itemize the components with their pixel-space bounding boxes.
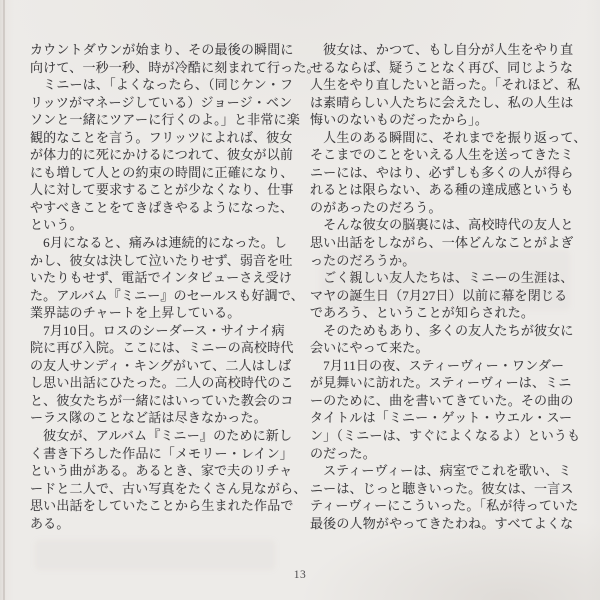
text-line: マヤの誕生日（7月27日）以前に幕を閉じる xyxy=(310,287,568,303)
text-line: 7月10日。ロスのシーダース・サイナイ病 xyxy=(30,322,285,338)
text-line: 院に再び入院。ここには、ミニーの高校時代 xyxy=(30,340,294,356)
text-line: スティーヴィーは、病室でこれを歌い、ミ xyxy=(310,463,572,479)
text-line: た。アルバム『ミニー』のセールスも好調で、 xyxy=(30,287,304,303)
text-line: にも増して人との約束の時間に正確になり、 xyxy=(30,164,294,180)
text-line: ーラス隊のことなど話は尽きなかった。 xyxy=(30,410,267,426)
text-line: ミニーは、「よくなったら、（同じケン・フ xyxy=(30,77,294,93)
text-line: ーのために、曲を書いてきていた。その曲の xyxy=(310,392,574,408)
text-line: という。 xyxy=(30,217,83,233)
text-line: と、彼女たちが一緒にはいっていた教会のコ xyxy=(30,392,294,408)
text-line: の友人サンディ・キングがいて、二人はしば xyxy=(30,357,292,373)
text-line: れるとは限らない、ある種の達成感というも xyxy=(310,182,574,198)
text-line: のがあったのだろう。 xyxy=(310,199,442,215)
text-line: 業界誌のチャートを上昇している。 xyxy=(30,305,241,321)
text-line: 彼女は、かつて、もし自分が人生をやり直 xyxy=(310,42,574,57)
text-line: 人に対して要求することが少なくなり、仕事 xyxy=(30,182,294,198)
text-line: く書き下ろした作品に「メモリー・レイン」 xyxy=(30,445,293,461)
text-line: そのためもあり、多くの友人たちが彼女に xyxy=(310,322,574,338)
text-line: 7月11日の夜、スティーヴィー・ワンダー xyxy=(310,357,565,373)
text-line: ードと二人で、古い写真をたくさん見ながら、 xyxy=(30,480,307,496)
text-line: カウントダウンが始まり、その最後の瞬間に xyxy=(30,42,294,57)
text-line: ソンと一緒にツアーに行くのよ。」と非常に楽 xyxy=(30,112,300,128)
print-showthrough xyxy=(35,540,275,570)
text-line: が体力的に死にかけるにつれて、彼女が以前 xyxy=(30,147,294,163)
text-line: ったのだろうか。 xyxy=(310,252,416,268)
text-line: 最後の人物がやってきたわね。すべてよくな xyxy=(310,515,574,531)
text-line: やすべきことをてきぱきやるようになった、 xyxy=(30,199,294,215)
text-line: かし、彼女は決して泣いたりせず、弱音を吐 xyxy=(30,252,293,268)
text-line: リッツがマネージしている）ジョージ・ベン xyxy=(30,94,293,110)
text-line: そこまでのことをいえる人生を送ってきたミ xyxy=(310,147,574,163)
text-line: ン」（ミニーは、すぐによくなるよ）というも xyxy=(310,428,581,444)
text-line: のだった。 xyxy=(310,445,376,461)
text-line: せるならば、疑うことなく再び、同じような xyxy=(310,59,574,75)
text-line: 観的なことを言う。フリッツによれば、彼女 xyxy=(30,129,293,145)
text-line: いたりもせず、電話でインタビューさえ受け xyxy=(30,270,293,286)
text-line: 悔いのないものだったから」。 xyxy=(310,112,489,128)
text-line: 思い出話をしながら、一体どんなことがよぎ xyxy=(310,235,574,251)
text-line: ある。 xyxy=(30,515,70,531)
text-line: という曲がある。あるとき、家で夫のリチャ xyxy=(30,463,293,479)
text-line: 向けて、一秒一秒、時が冷酷に刻まれて行った。 xyxy=(30,59,320,75)
text-line: 6月になると、痛みは連続的になった。し xyxy=(30,235,288,251)
text-line: タイトルは「ミニー・ゲット・ウエル・スー xyxy=(310,410,573,426)
text-line: が見舞いに訪れた。スティーヴィーは、ミニ xyxy=(310,375,572,391)
page-gutter-shadow xyxy=(3,0,5,600)
text-line: 彼女が、アルバム『ミニー』のために新し xyxy=(30,428,293,444)
text-line: 思い出話をしていたことから生まれた作品で xyxy=(30,498,294,514)
text-line: ごく親しい友人たちは、ミニーの生涯は、 xyxy=(310,270,574,286)
text-line: し思い出話にひたった。二人の高校時代のこ xyxy=(30,375,294,391)
text-line: そんな彼女の脳裏には、高校時代の友人と xyxy=(310,217,574,233)
text-column-left xyxy=(30,41,320,532)
text-line: ティーヴィーにこういった。「私が待っていた xyxy=(310,498,579,514)
text-column-right xyxy=(310,41,587,532)
text-line: ニーは、じっと聴きいった。彼女は、一言ス xyxy=(310,480,574,496)
text-line: 人生のある瞬間に、それまでを振り返って、 xyxy=(310,129,587,145)
text-line: であろう、ということが知らされた。 xyxy=(310,305,535,321)
text-line: は素晴らしい人たちに会えたし、私の人生は xyxy=(310,94,574,110)
page-number: 13 xyxy=(293,569,307,581)
text-line: ニーには、やはり、必ずしも多くの人が得ら xyxy=(310,164,574,180)
text-line: 会いにやって来た。 xyxy=(310,340,429,356)
text-line: 人生をやり直したいと語った。「それほど、私 xyxy=(310,77,581,93)
